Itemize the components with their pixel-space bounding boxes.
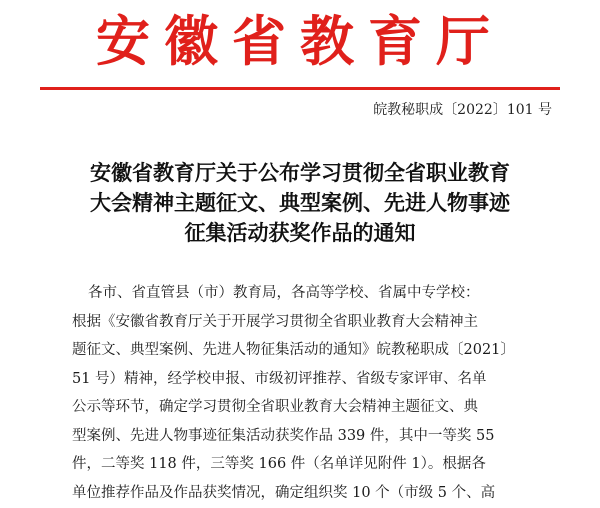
body-line: 型案例、先进人物事迹征集活动获奖作品 339 件，其中一等奖 55 [72,427,495,444]
document-number: 皖教秘职成〔2022〕101 号 [373,102,552,118]
body-line: 公示等环节，确定学习贯彻全省职业教育大会精神主题征文、典 [72,399,478,415]
notice-title-line-3: 征集活动获奖作品的通知 [184,221,416,245]
body-line: 题征文、典型案例、先进人物征集活动的通知》皖教秘职成〔2021〕 [72,342,515,358]
body-line-partial: 单位推荐作品及作品获奖情况，确定组织奖 10 个（市级 5 个、高 [72,484,496,501]
body-line-salutation: 各市、省直管县（市）教育局，各高等学校、省属中专学校： [88,285,480,301]
notice-body [72,279,550,507]
body-line: 根据《安徽省教育厅关于开展学习贯彻全省职业教育大会精神主 [72,313,478,330]
body-line: 件，二等奖 118 件，三等奖 166 件（名单详见附件 1）。根据各 [72,456,486,472]
notice-title-line-1: 安徽省教育厅关于公布学习贯彻全省职业教育 [90,161,510,185]
body-line: 51 号）精神，经学校申报、市级初评推荐、省级专家评审、名单 [72,370,487,387]
notice-title-line-2: 大会精神主题征文、典型案例、先进人物事迹 [90,191,510,215]
letterhead-title: 安徽省教育厅 [96,9,504,73]
letterhead-divider [40,87,560,90]
notice-title [30,158,570,248]
